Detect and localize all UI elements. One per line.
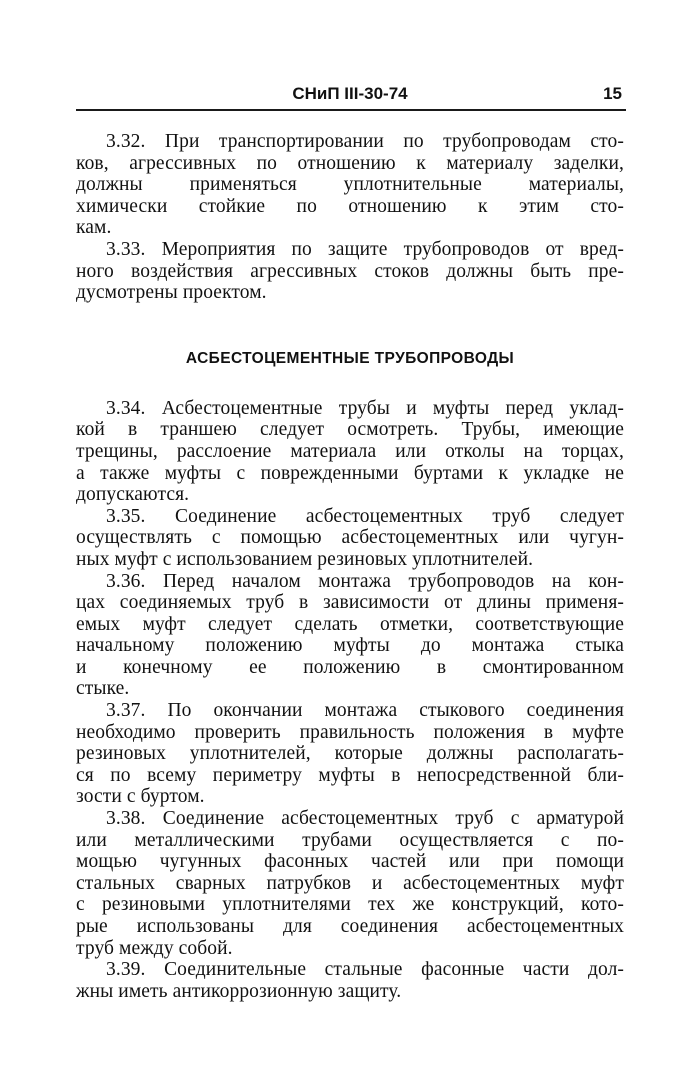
text-line: химически стойкие по отношению к этим сто- bbox=[76, 195, 624, 217]
text-line: 3.39. Соединительные стальные фасонные части дол- bbox=[106, 959, 624, 981]
paragraph bbox=[76, 398, 624, 506]
text-line: начальному положению муфты до монтажа стыка bbox=[76, 635, 624, 657]
paragraph bbox=[76, 131, 624, 239]
text-line: ных муфт с использованием резиновых уплотнителей. bbox=[76, 548, 534, 570]
text-line: дусмотрены проектом. bbox=[76, 282, 267, 304]
text-line: резиновых уплотнителей, которые должны располагать- bbox=[76, 743, 624, 765]
paragraph bbox=[76, 239, 624, 304]
header-rule bbox=[76, 109, 626, 111]
text-line: или металлическими трубами осуществляется с по- bbox=[76, 829, 624, 851]
text-line: а также муфты с поврежденными буртами к укладке не bbox=[76, 462, 624, 484]
text-line: кам. bbox=[76, 217, 112, 239]
text-line: ся по всему периметру муфты в непосредственной бли- bbox=[76, 764, 624, 786]
text-line: 3.35. Соединение асбестоцементных труб следует bbox=[106, 505, 624, 527]
document-code: СНиП III-30-74 bbox=[292, 84, 408, 103]
page-number: 15 bbox=[603, 84, 622, 103]
text-line: ков, агрессивных по отношению к материалу заделки, bbox=[76, 152, 624, 174]
text-line: 3.33. Мероприятия по защите трубопроводов от вред- bbox=[106, 238, 624, 260]
text-line: допускаются. bbox=[76, 484, 190, 506]
paragraph bbox=[76, 700, 624, 808]
text-line: труб между собой. bbox=[76, 937, 233, 959]
text-line: кой в траншею следует осмотреть. Трубы, имеющие bbox=[76, 419, 624, 441]
paragraphs-group-b bbox=[76, 398, 624, 1003]
text-line: осуществлять с помощью асбестоцементных или чугун- bbox=[76, 527, 624, 549]
text-line: трещины, расслоение материала или отколы на торцах, bbox=[76, 440, 624, 462]
text-line: зости с буртом. bbox=[76, 786, 205, 808]
text-line: 3.36. Перед началом монтажа трубопроводов на кон- bbox=[106, 570, 624, 592]
text-line: 3.32. При транспортировании по трубопроводам сто- bbox=[106, 131, 624, 152]
text-line: должны применяться уплотнительные материалы, bbox=[76, 174, 624, 196]
text-line: с резиновыми уплотнителями тех же конструкций, кото- bbox=[76, 894, 624, 916]
paragraphs-group-a bbox=[76, 131, 624, 304]
text-line: жны иметь антикоррозионную защиту. bbox=[76, 980, 402, 1002]
paragraph bbox=[76, 808, 624, 959]
text-line: стальных сварных патрубков и асбестоцементных муфт bbox=[76, 872, 624, 894]
text-line: и конечному ее положению в смонтированном bbox=[76, 656, 624, 678]
text-line: стыке. bbox=[76, 678, 130, 700]
text-line: мощью чугунных фасонных частей или при помощи bbox=[76, 851, 624, 873]
text-line: рые использованы для соединения асбестоцементных bbox=[76, 916, 624, 937]
paragraph bbox=[76, 506, 624, 571]
page-body bbox=[76, 131, 624, 1002]
text-line: 3.37. По окончании монтажа стыкового соединения bbox=[106, 700, 624, 722]
text-line: необходимо проверить правильность положения в муфте bbox=[76, 721, 624, 743]
page-header bbox=[76, 84, 624, 108]
paragraph bbox=[76, 571, 624, 701]
text-line: емых муфт следует сделать отметки, соответствующие bbox=[76, 613, 624, 635]
text-line: ного воздействия агрессивных стоков должны быть пре- bbox=[76, 260, 624, 282]
text-line: цах соединяемых труб в зависимости от длины применя- bbox=[76, 592, 624, 614]
text-line: 3.34. Асбестоцементные трубы и муфты перед уклад- bbox=[106, 397, 624, 419]
text-line: 3.38. Соединение асбестоцементных труб с арматурой bbox=[106, 808, 624, 830]
paragraph bbox=[76, 959, 624, 1002]
section-heading: АСБЕСТОЦЕМЕНТНЫЕ ТРУБОПРОВОДЫ bbox=[185, 349, 515, 367]
